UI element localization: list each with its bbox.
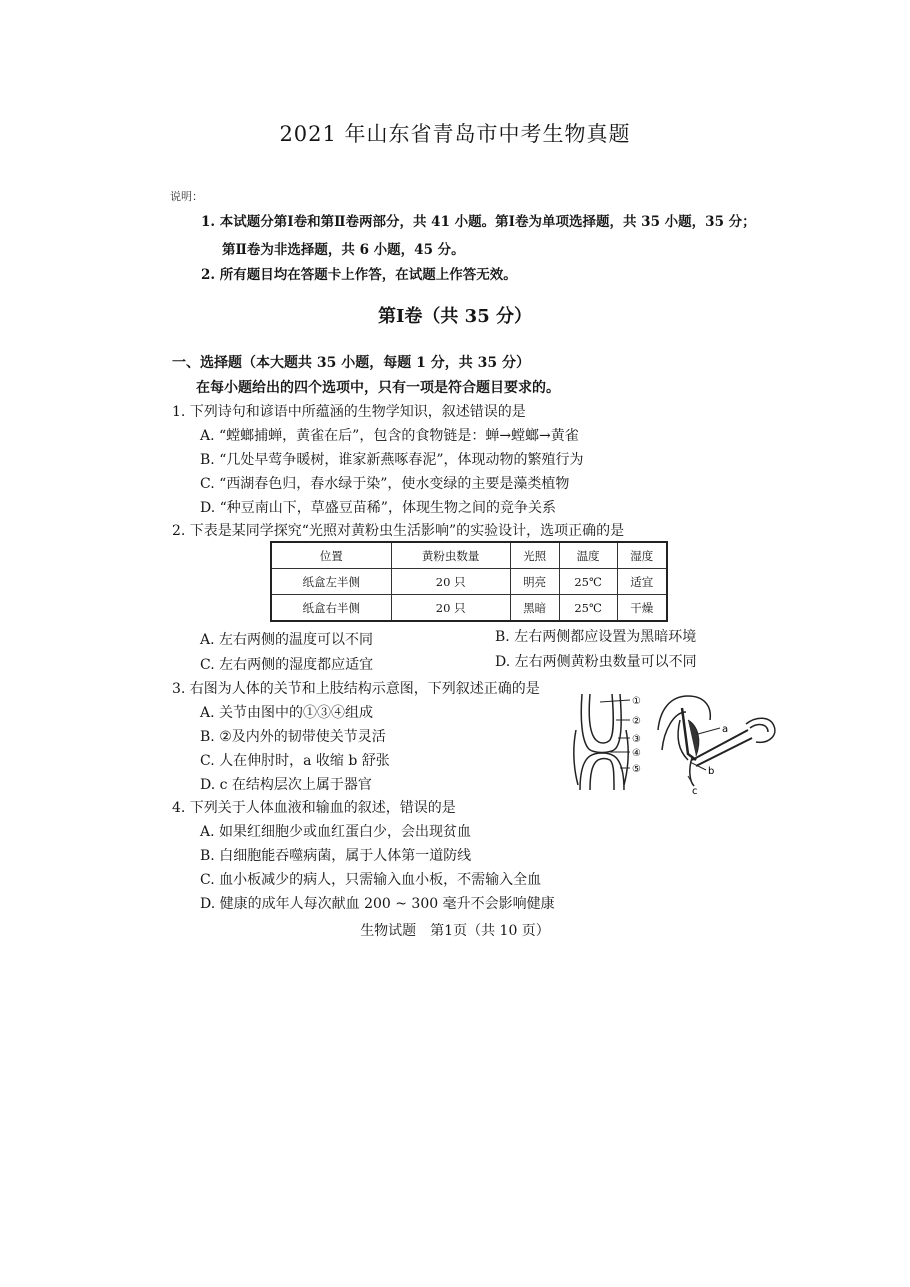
question-1-option-c: C. “西湖春色归，春水绿于染”，使水变绿的主要是藻类植物 [200,476,570,492]
table-cell: 20 只 [391,569,510,595]
table-header-cell: 湿度 [617,542,667,569]
arm-label-a: a [722,724,729,735]
question-4-option-a: A. 如果红细胞少或血红蛋白少，会出现贫血 [200,824,472,840]
table-cell: 20 只 [391,595,510,622]
table-header-row [271,542,667,569]
section-instruction: 在每小题给出的四个选项中，只有一项是符合题目要求的。 [196,380,560,396]
question-4-option-d: D. 健康的成年人每次献血 200 ~ 300 毫升不会影响健康 [200,896,555,912]
table-cell: 黑暗 [510,595,559,622]
joint-label-3: ③ [632,734,641,745]
volume-title: 第Ⅰ卷（共 35 分） [377,306,532,327]
table-cell: 25℃ [559,595,617,622]
question-3-option-c: C. 人在伸肘时，a 收缩 b 舒张 [200,753,390,769]
question-4-option-b: B. 白细胞能吞噬病菌，属于人体第一道防线 [200,848,472,864]
page-title: 2021 年山东省青岛市中考生物真题 [279,122,631,146]
section-title: 一、选择题（本大题共 35 小题，每题 1 分，共 35 分） [172,355,530,371]
table-cell: 25℃ [559,569,617,595]
joint-and-arm-diagram [570,690,780,795]
question-3-option-a: A. 关节由图中的①③④组成 [200,705,374,721]
joint-label-5: ⑤ [632,764,641,775]
note-line-3: 2. 所有题目均在答题卡上作答，在试题上作答无效。 [201,267,517,283]
question-1-option-b: B. “几处早莺争暖树，谁家新燕啄春泥”，体现动物的繁殖行为 [200,452,584,468]
question-2-option-a: A. 左右两侧的温度可以不同 [200,632,374,648]
question-2-option-b: B. 左右两侧都应设置为黑暗环境 [495,629,697,645]
question-3-option-d: D. c 在结构层次上属于器官 [200,777,372,793]
arm-diagram [658,696,775,786]
joint-label-4: ④ [632,748,641,759]
joint-label-2: ② [632,716,641,727]
table-cell: 明亮 [510,569,559,595]
note-line-1: 1. 本试题分第Ⅰ卷和第Ⅱ卷两部分，共 41 小题。第Ⅰ卷为单项选择题，共 35 小题，35 分； [201,214,756,230]
table-header-cell: 温度 [559,542,617,569]
table-header-cell: 位置 [271,542,391,569]
table-header-cell: 光照 [510,542,559,569]
question-2-option-d: D. 左右两侧黄粉虫数量可以不同 [495,654,697,670]
question-1-stem: 1. 下列诗句和谚语中所蕴涵的生物学知识，叙述错误的是 [172,404,526,420]
table-row [271,595,667,622]
question-2-option-c: C. 左右两侧的湿度都应适宜 [200,657,374,673]
question-1-option-d: D. “种豆南山下，草盛豆苗稀”，体现生物之间的竞争关系 [200,500,556,516]
question-3-stem: 3. 右图为人体的关节和上肢结构示意图，下列叙述正确的是 [172,681,540,697]
table-row [271,569,667,595]
note-line-2: 第Ⅱ卷为非选择题，共 6 小题，45 分。 [222,242,465,258]
notes-heading: 说明： [170,190,203,203]
page-footer: 生物试题 第1页（共 10 页） [360,923,550,939]
table-header-cell: 黄粉虫数量 [391,542,510,569]
table-cell: 干燥 [617,595,667,622]
question-1-option-a: A. “螳螂捕蝉，黄雀在后”，包含的食物链是：蝉→螳螂→黄雀 [200,428,579,444]
question-4-stem: 4. 下列关于人体血液和输血的叙述，错误的是 [172,800,456,816]
experiment-table [270,541,668,622]
arm-label-b: b [708,766,715,777]
joint-label-1: ① [632,696,641,707]
question-2-stem: 2. 下表是某同学探究“光照对黄粉虫生活影响”的实验设计，选项正确的是 [172,523,625,539]
arm-label-c: c [692,786,698,795]
table-cell: 适宜 [617,569,667,595]
table-cell: 纸盒右半侧 [271,595,391,622]
table-cell: 纸盒左半侧 [271,569,391,595]
question-3-option-b: B. ②及内外的韧带使关节灵活 [200,729,386,745]
question-4-option-c: C. 血小板减少的病人，只需输入血小板，不需输入全血 [200,872,542,888]
joint-diagram [574,694,630,790]
